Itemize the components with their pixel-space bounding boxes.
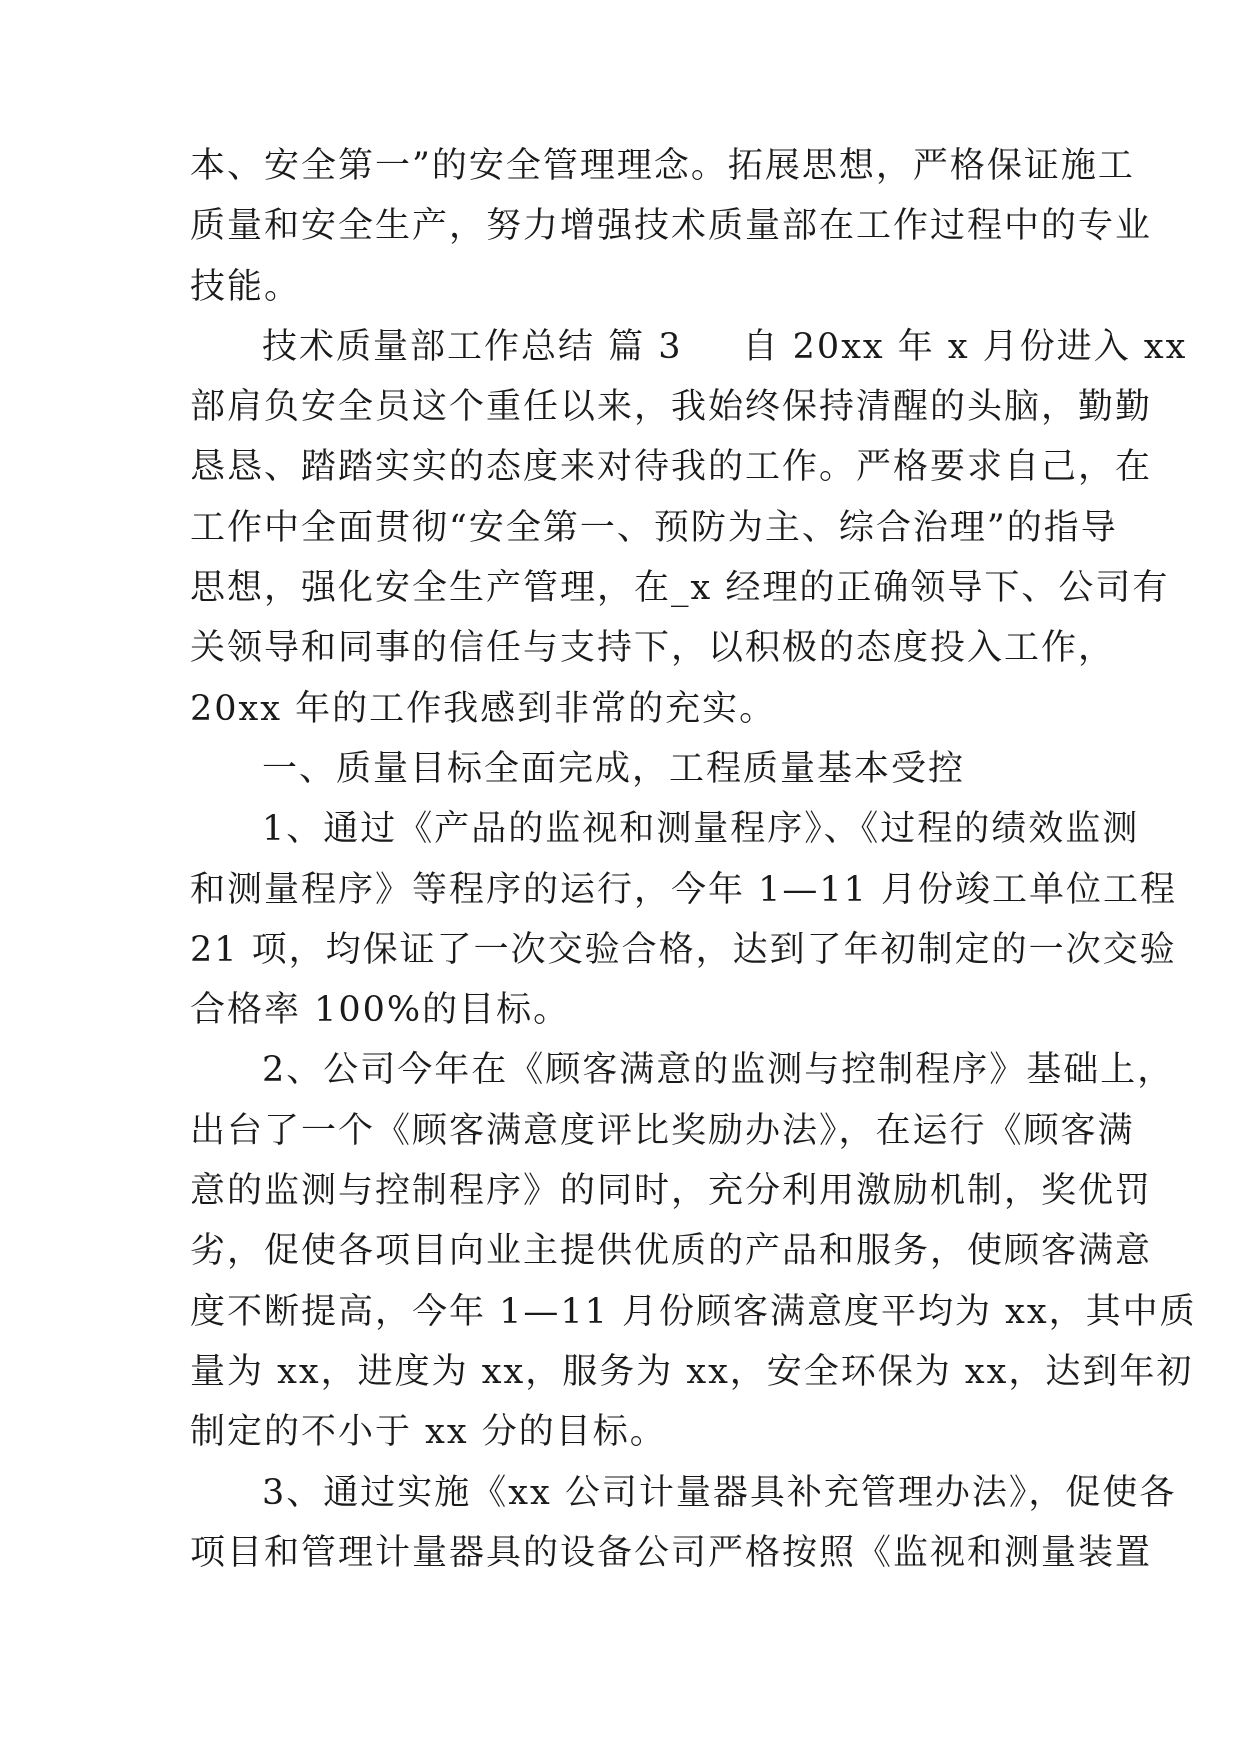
text-line: 合格率 100%的目标。 (190, 990, 571, 1031)
text-fragment: 自 20xx 年 x 月份进入 xx (742, 326, 1188, 367)
section-title: 技术质量部工作总结 篇 3 (262, 326, 683, 367)
text-line: 劣，促使各项目向业主提供优质的产品和服务，使顾客满意 (190, 1231, 1153, 1272)
text-line: 3、通过实施《xx 公司计量器具补充管理办法》，促使各 (262, 1472, 1177, 1513)
text-line: 出台了一个《顾客满意度评比奖励办法》，在运行《顾客满 (190, 1110, 1135, 1151)
section-heading-line (190, 317, 1188, 377)
text-line: 部肩负安全员这个重任以来，我始终保持清醒的头脑，勤勤 (190, 387, 1153, 428)
text-line: 量为 xx，进度为 xx，服务为 xx，安全环保为 xx，达到年初 (190, 1351, 1194, 1392)
text-line: 关领导和同事的信任与支持下，以积极的态度投入工作， (190, 628, 1116, 669)
text-line: 恳恳、踏踏实实的态度来对待我的工作。严格要求自己，在 (190, 447, 1153, 488)
text-line: 度不断提高，今年 1—11 月份顾客满意度平均为 xx，其中质 (190, 1291, 1197, 1332)
text-line: 1、通过《产品的监视和测量程序》、《过程的绩效监测 (262, 809, 1140, 850)
text-line: 项目和管理计量器具的设备公司严格按照《监视和测量装置 (190, 1532, 1153, 1573)
text-line: 2、公司今年在《顾客满意的监测与控制程序》基础上， (262, 1050, 1175, 1091)
text-line: 意的监测与控制程序》的同时，充分利用激励机制，奖优罚 (190, 1171, 1153, 1212)
text-line: 20xx 年的工作我感到非常的充实。 (190, 688, 777, 729)
text-line: 质量和安全生产，努力增强技术质量部在工作过程中的专业 (190, 206, 1153, 247)
subheading: 一、质量目标全面完成，工程质量基本受控 (262, 748, 966, 789)
document-body (190, 136, 1197, 1583)
text-line: 制定的不小于 xx 分的目标。 (190, 1412, 667, 1453)
text-line: 思想，强化安全生产管理，在_x 经理的正确领导下、公司有 (190, 568, 1170, 609)
text-line: 和测量程序》等程序的运行，今年 1—11 月份竣工单位工程 (190, 869, 1178, 910)
text-line: 工作中全面贯彻“安全第一、预防为主、综合治理”的指导 (190, 507, 1118, 548)
text-line: 本、安全第一”的安全管理理念。拓展思想，严格保证施工 (190, 146, 1135, 186)
text-line: 21 项，均保证了一次交验合格，达到了年初制定的一次交验 (190, 929, 1177, 970)
text-line: 技能。 (190, 266, 302, 307)
